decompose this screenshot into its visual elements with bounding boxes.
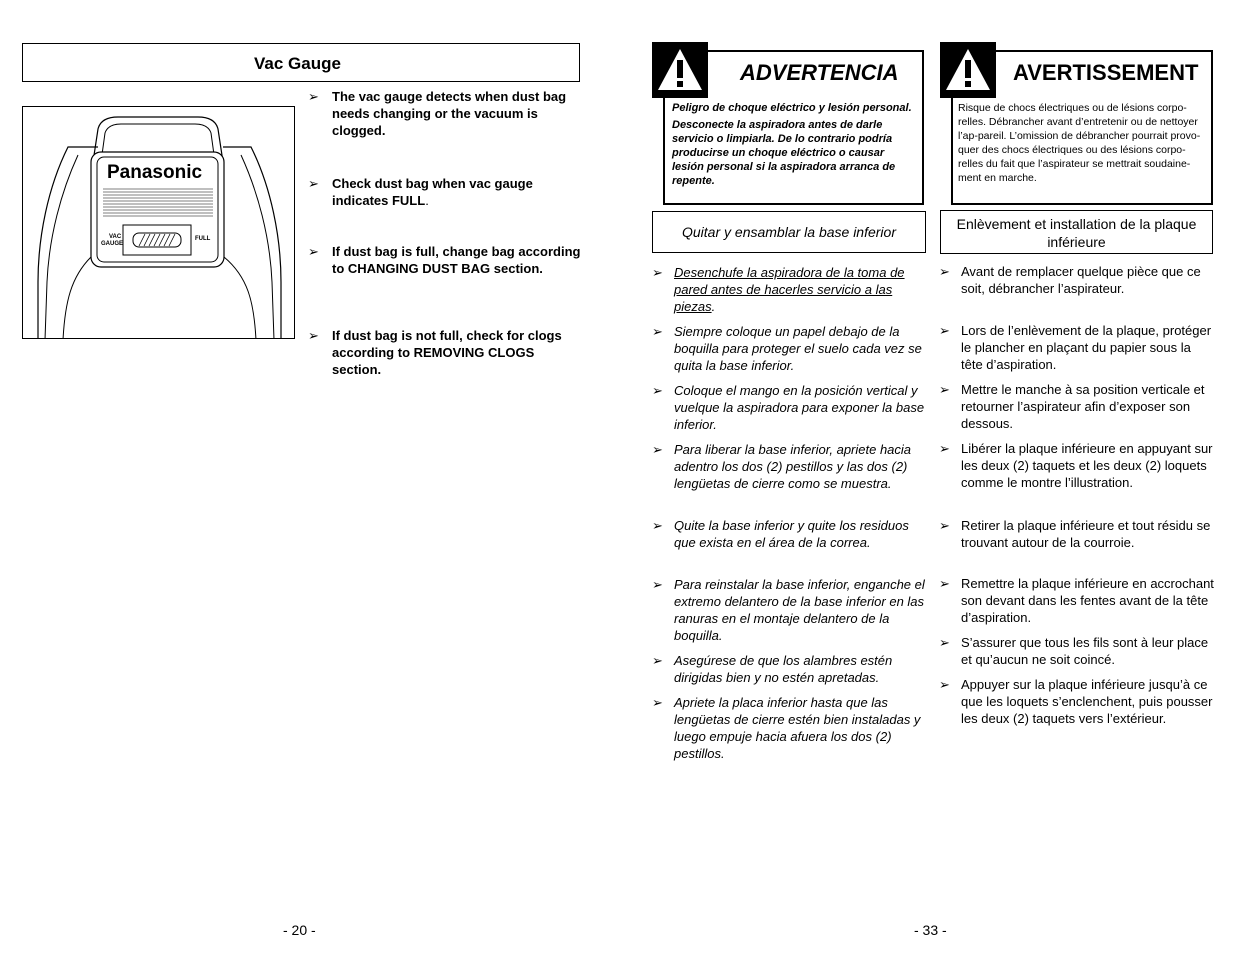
list-item bbox=[939, 440, 1215, 491]
arrow-bullet-icon: ➢ bbox=[652, 695, 663, 710]
list-item bbox=[652, 517, 928, 551]
arrow-bullet-icon: ➢ bbox=[939, 677, 950, 692]
bullet-text: Retirer la plaque inférieure et tout résidu se trouvant autour de la courroie. bbox=[961, 518, 1211, 550]
arrow-bullet-icon: ➢ bbox=[652, 577, 663, 592]
gauge-label-vac: VAC bbox=[109, 234, 122, 240]
bullet-text: Siempre coloque un papel debajo de la boquilla para proteger el suelo cada vez se quita la base inferior. bbox=[674, 324, 922, 373]
list-item bbox=[652, 382, 928, 433]
list-item bbox=[939, 322, 1215, 373]
arrow-bullet-icon: ➢ bbox=[939, 441, 950, 456]
avertissement-body: Risque de chocs électriques ou de lésions corpo-relles. Débrancher avant d’entretenir ou de nettoyer l’ap-pareil. L’omission de débrancher pourrait provo-quer des chocs électriques ou des lésions corpo-relles du fait que l’aspirateur se mettrait soudaine-ment en marche. bbox=[958, 102, 1201, 184]
spanish-section-title-box bbox=[652, 211, 926, 253]
arrow-bullet-icon: ➢ bbox=[652, 653, 663, 668]
bullet-text: Mettre le manche à sa position verticale et retourner l’aspirateur afin d’exposer son dessous. bbox=[961, 382, 1205, 431]
avertissement-title: AVERTISSEMENT bbox=[1013, 60, 1199, 85]
arrow-bullet-icon: ➢ bbox=[652, 265, 663, 280]
arrow-bullet-icon: ➢ bbox=[308, 328, 319, 343]
arrow-bullet-icon: ➢ bbox=[939, 576, 950, 591]
bullet-text: Asegúrese de que los alambres estén dirigidas bien y no estén apretadas. bbox=[674, 653, 893, 685]
bullet-text: S’assurer que tous les fils sont à leur place et qu’aucun ne soit coincé. bbox=[961, 635, 1209, 667]
gauge-label-full: FULL bbox=[195, 236, 211, 242]
arrow-bullet-icon: ➢ bbox=[308, 89, 319, 104]
gauge-label-gauge: GAUGE bbox=[101, 241, 124, 247]
bullet-text: Lors de l’enlèvement de la plaque, protéger le plancher en plaçant du papier sous la tête d’aspiration. bbox=[961, 323, 1212, 372]
vac-gauge-bullets bbox=[308, 88, 584, 388]
vac-gauge-illustration bbox=[22, 106, 295, 339]
bullet-text: If dust bag is full, change bag according to CHANGING DUST BAG section. bbox=[332, 244, 581, 276]
arrow-bullet-icon: ➢ bbox=[652, 518, 663, 533]
list-item bbox=[939, 634, 1215, 668]
warning-triangle-icon bbox=[652, 42, 708, 98]
list-item bbox=[939, 381, 1215, 432]
bullet-text: Avant de remplacer quelque pièce que ce soit, débrancher l’aspirateur. bbox=[961, 264, 1201, 296]
bullet-text: Quite la base inferior y quite los residuos que exista en el área de la correa. bbox=[674, 518, 909, 550]
advertencia-body bbox=[672, 101, 918, 188]
french-section-title-box bbox=[940, 210, 1213, 254]
bullet-text: Coloque el mango en la posición vertical y vuelque la aspiradora para exponer la base inferior. bbox=[674, 383, 925, 432]
bullet-text: Para reinstalar la base inferior, enganche el extremo delantero de la base inferior en las ranuras en el montaje delantero de la boquilla. bbox=[674, 577, 925, 643]
bullet-text: Check dust bag when vac gauge indicates FULL bbox=[332, 176, 533, 208]
list-item bbox=[308, 175, 582, 209]
page-number-left: - 20 - bbox=[283, 922, 316, 938]
arrow-bullet-icon: ➢ bbox=[939, 635, 950, 650]
bullet-text: Para liberar la base inferior, apriete hacia adentro los dos (2) pestillos y las dos (2) lengüetas de cierre como se muestra. bbox=[674, 442, 912, 491]
bullet-text: Remettre la plaque inférieure en accrochant son devant dans les fentes avant de la tête d’aspiration. bbox=[961, 576, 1214, 625]
list-item bbox=[652, 323, 928, 374]
bullet-text: Libérer la plaque inférieure en appuyant sur les deux (2) taquets et les deux (2) loquets comme le montre l’illustration. bbox=[961, 441, 1213, 490]
arrow-bullet-icon: ➢ bbox=[308, 176, 319, 191]
arrow-bullet-icon: ➢ bbox=[939, 518, 950, 533]
arrow-bullet-icon: ➢ bbox=[652, 383, 663, 398]
bullet-suffix: . bbox=[711, 299, 716, 314]
list-item bbox=[652, 264, 928, 315]
advertencia-title: ADVERTENCIA bbox=[740, 60, 899, 85]
list-item bbox=[939, 676, 1215, 727]
vac-gauge-title: Vac Gauge bbox=[254, 54, 341, 73]
spanish-section-title: Quitar y ensamblar la base inferior bbox=[682, 224, 896, 240]
arrow-bullet-icon: ➢ bbox=[939, 382, 950, 397]
arrow-bullet-icon: ➢ bbox=[652, 442, 663, 457]
advertencia-line-2: Desconecte la aspiradora antes de darle servicio o limpiarla. De lo contrario podría producirse un choque eléctrico o causar lesión personal si la aspiradora arranca de repente. bbox=[672, 119, 896, 187]
bullet-text: Desenchufe la aspiradora de la toma de pared antes de hacerles servicio a las piezas bbox=[674, 265, 905, 314]
arrow-bullet-icon: ➢ bbox=[939, 264, 950, 279]
bullet-text: Appuyer sur la plaque inférieure jusqu’à ce que les loquets s’enclenchent, puis pousser les deux (2) taquets vers l’extérieur. bbox=[961, 677, 1213, 726]
arrow-bullet-icon: ➢ bbox=[939, 323, 950, 338]
list-item bbox=[308, 243, 582, 277]
arrow-bullet-icon: ➢ bbox=[652, 324, 663, 339]
bullet-text: If dust bag is not full, check for clogs according to REMOVING CLOGS section. bbox=[332, 328, 562, 377]
list-item bbox=[652, 441, 928, 492]
warning-triangle-icon bbox=[940, 42, 996, 98]
list-item bbox=[939, 517, 1215, 551]
vacuum-handle-drawing bbox=[23, 107, 295, 339]
list-item bbox=[652, 576, 928, 644]
french-section-title: Enlèvement et installation de la plaque inférieure bbox=[956, 216, 1197, 250]
list-item bbox=[652, 694, 928, 762]
advertencia-line-1: Peligro de choque eléctrico y lesión personal. bbox=[672, 102, 912, 114]
bullet-text: The vac gauge detects when dust bag needs changing or the vacuum is clogged. bbox=[332, 89, 567, 138]
bullet-text: Apriete la placa inferior hasta que las lengüetas de cierre estén bien instaladas y luego empuje hacia afuera los dos (2) pestillos. bbox=[674, 695, 921, 761]
panasonic-logo: Panasonic bbox=[107, 162, 203, 183]
list-item bbox=[308, 327, 582, 378]
vac-gauge-title-box bbox=[22, 43, 580, 82]
list-item bbox=[308, 88, 582, 139]
page-number-right: - 33 - bbox=[914, 922, 947, 938]
list-item bbox=[939, 575, 1215, 626]
bullet-suffix: . bbox=[425, 193, 429, 208]
list-item bbox=[652, 652, 928, 686]
list-item bbox=[939, 263, 1215, 297]
arrow-bullet-icon: ➢ bbox=[308, 244, 319, 259]
